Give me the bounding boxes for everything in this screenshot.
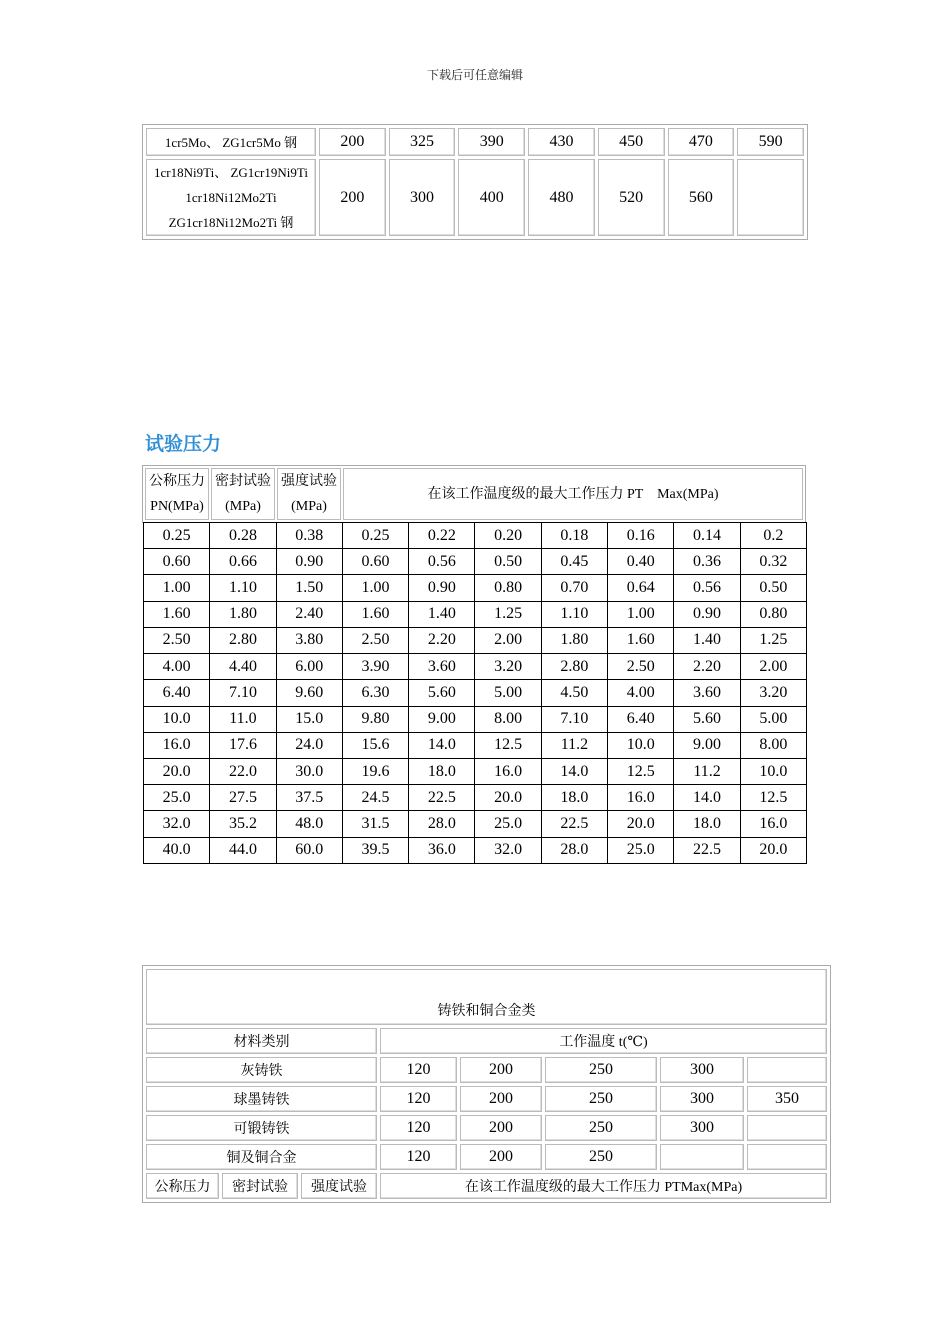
value-cell: 120 xyxy=(380,1115,457,1141)
table-cell: 44.0 xyxy=(210,837,276,863)
material-name: 可锻铸铁 xyxy=(146,1115,377,1141)
footer-seal-test: 密封试验 xyxy=(222,1173,298,1199)
value-cell: 250 xyxy=(545,1086,657,1112)
value-cell: 350 xyxy=(747,1086,827,1112)
table-cell: 40.0 xyxy=(144,837,210,863)
value-cell: 200 xyxy=(460,1057,542,1083)
table-cell: 5.60 xyxy=(674,706,740,732)
value-cell: 250 xyxy=(545,1057,657,1083)
table-cell: 22.5 xyxy=(409,785,475,811)
table-cell: 16.0 xyxy=(144,732,210,758)
table-cell: 0.38 xyxy=(276,523,342,549)
table-cell: 0.90 xyxy=(276,549,342,575)
table-cell: 0.20 xyxy=(475,523,541,549)
table-row xyxy=(146,1115,827,1141)
table-cell: 3.20 xyxy=(475,654,541,680)
value-cell xyxy=(737,159,804,236)
value-cell xyxy=(747,1144,827,1170)
material-line: 1cr18Ni12Mo2Ti xyxy=(185,190,277,205)
table-cell: 28.0 xyxy=(541,837,607,863)
table-cell: 25.0 xyxy=(608,837,674,863)
value-cell: 250 xyxy=(545,1115,657,1141)
value-cell: 480 xyxy=(528,159,595,236)
table-cell: 3.60 xyxy=(674,680,740,706)
table-cell: 24.5 xyxy=(342,785,408,811)
table-cell: 4.50 xyxy=(541,680,607,706)
value-cell: 560 xyxy=(668,159,735,236)
table-cell: 2.50 xyxy=(608,654,674,680)
table-cell: 0.64 xyxy=(608,575,674,601)
table-cell: 1.00 xyxy=(342,575,408,601)
table-cell: 6.40 xyxy=(144,680,210,706)
value-cell: 200 xyxy=(460,1144,542,1170)
table-cell: 14.0 xyxy=(674,785,740,811)
table-cell: 12.5 xyxy=(475,732,541,758)
table-cell: 0.80 xyxy=(740,601,806,627)
pressure-table xyxy=(143,522,807,864)
table-cell: 48.0 xyxy=(276,811,342,837)
table-cell: 10.0 xyxy=(740,758,806,784)
table-cell: 1.50 xyxy=(276,575,342,601)
value-cell: 450 xyxy=(598,128,665,156)
table-cell: 32.0 xyxy=(475,837,541,863)
footer-max-pressure: 在该工作温度级的最大工作压力 PTMax(MPa) xyxy=(380,1173,827,1199)
table-cell: 18.0 xyxy=(674,811,740,837)
table-cell: 0.32 xyxy=(740,549,806,575)
table-row xyxy=(146,1144,827,1170)
table-cell: 36.0 xyxy=(409,837,475,863)
table-cell: 5.00 xyxy=(475,680,541,706)
table-title: 铸铁和铜合金类 xyxy=(146,969,827,1025)
table-cell: 20.0 xyxy=(608,811,674,837)
table-cell: 30.0 xyxy=(276,758,342,784)
material-line: ZG1cr18Ni12Mo2Ti 钢 xyxy=(168,215,294,230)
table-cell: 0.90 xyxy=(409,575,475,601)
table-cell: 2.50 xyxy=(342,627,408,653)
table-row xyxy=(144,732,807,758)
table-cell: 0.56 xyxy=(409,549,475,575)
table-cell: 0.45 xyxy=(541,549,607,575)
value-cell xyxy=(747,1057,827,1083)
table-row xyxy=(144,549,807,575)
table-cell: 1.10 xyxy=(541,601,607,627)
table-cell: 0.18 xyxy=(541,523,607,549)
table-cell: 8.00 xyxy=(740,732,806,758)
header-seal-test xyxy=(211,468,275,520)
value-cell: 120 xyxy=(380,1144,457,1170)
table-row xyxy=(144,601,807,627)
table-cell: 4.40 xyxy=(210,654,276,680)
value-cell: 520 xyxy=(598,159,665,236)
table-cell: 0.28 xyxy=(210,523,276,549)
footer-strength-test: 强度试验 xyxy=(301,1173,377,1199)
table-row xyxy=(146,128,804,156)
table-cell: 4.00 xyxy=(608,680,674,706)
table-cell: 22.0 xyxy=(210,758,276,784)
material-cell: 1cr5Mo、 ZG1cr5Mo 钢 xyxy=(146,128,316,156)
table-cell: 25.0 xyxy=(144,785,210,811)
table-cell: 11.0 xyxy=(210,706,276,732)
table-cell: 3.60 xyxy=(409,654,475,680)
table-cell: 2.50 xyxy=(144,627,210,653)
table-row xyxy=(144,785,807,811)
table-cell: 10.0 xyxy=(144,706,210,732)
table-cell: 22.5 xyxy=(674,837,740,863)
table-cell: 2.40 xyxy=(276,601,342,627)
table-cell: 0.25 xyxy=(144,523,210,549)
table-cell: 37.5 xyxy=(276,785,342,811)
table-cell: 7.10 xyxy=(541,706,607,732)
table-cell: 2.00 xyxy=(740,654,806,680)
table-cell: 32.0 xyxy=(144,811,210,837)
table-cell: 1.25 xyxy=(740,627,806,653)
table-cell: 12.5 xyxy=(608,758,674,784)
table-cell: 2.20 xyxy=(409,627,475,653)
value-cell: 590 xyxy=(737,128,804,156)
table-cell: 0.22 xyxy=(409,523,475,549)
table-row xyxy=(144,758,807,784)
table-cell: 4.00 xyxy=(144,654,210,680)
value-cell: 300 xyxy=(660,1086,744,1112)
material-line: 1cr18Ni9Ti、 ZG1cr19Ni9Ti xyxy=(154,165,308,180)
header-line: (MPa) xyxy=(291,499,327,514)
table-cell: 39.5 xyxy=(342,837,408,863)
table-cell: 2.20 xyxy=(674,654,740,680)
table-cell: 0.40 xyxy=(608,549,674,575)
table-cell: 0.90 xyxy=(674,601,740,627)
material-temperature-table xyxy=(142,124,808,240)
material-name: 铜及铜合金 xyxy=(146,1144,377,1170)
table-row xyxy=(144,837,807,863)
section-title: 试验压力 xyxy=(145,433,222,455)
table-cell: 11.2 xyxy=(674,758,740,784)
table-cell: 16.0 xyxy=(740,811,806,837)
table-cell: 0.70 xyxy=(541,575,607,601)
table-cell: 0.2 xyxy=(740,523,806,549)
value-cell: 325 xyxy=(389,128,456,156)
table-cell: 1.60 xyxy=(342,601,408,627)
table-row xyxy=(144,575,807,601)
table-cell: 5.60 xyxy=(409,680,475,706)
value-cell: 200 xyxy=(319,128,386,156)
table-cell: 1.00 xyxy=(144,575,210,601)
table-cell: 20.0 xyxy=(144,758,210,784)
table-cell: 17.6 xyxy=(210,732,276,758)
table-cell: 10.0 xyxy=(608,732,674,758)
table-row xyxy=(146,1173,827,1199)
table-cell: 1.10 xyxy=(210,575,276,601)
table-row xyxy=(144,627,807,653)
table-cell: 0.80 xyxy=(475,575,541,601)
table-cell: 0.36 xyxy=(674,549,740,575)
value-cell: 470 xyxy=(668,128,735,156)
value-cell: 300 xyxy=(660,1057,744,1083)
table-cell: 0.66 xyxy=(210,549,276,575)
table-row xyxy=(144,706,807,732)
table-cell: 2.00 xyxy=(475,627,541,653)
table-cell: 3.90 xyxy=(342,654,408,680)
table-cell: 19.6 xyxy=(342,758,408,784)
table-cell: 18.0 xyxy=(541,785,607,811)
value-cell: 300 xyxy=(660,1115,744,1141)
table-cell: 1.60 xyxy=(144,601,210,627)
table-cell: 6.00 xyxy=(276,654,342,680)
value-cell: 200 xyxy=(460,1086,542,1112)
table-row xyxy=(144,523,807,549)
table-row xyxy=(146,159,804,236)
header-max-pressure: 在该工作温度级的最大工作压力 PT Max(MPa) xyxy=(343,468,803,520)
table-cell: 0.16 xyxy=(608,523,674,549)
table-cell: 1.80 xyxy=(210,601,276,627)
table-cell: 12.5 xyxy=(740,785,806,811)
temperature-header: 工作温度 t(℃) xyxy=(380,1028,827,1054)
header-line: 强度试验 xyxy=(281,474,337,489)
table-cell: 1.40 xyxy=(674,627,740,653)
table-cell: 22.5 xyxy=(541,811,607,837)
table-cell: 2.80 xyxy=(541,654,607,680)
table-cell: 25.0 xyxy=(475,811,541,837)
material-cell xyxy=(146,159,316,236)
table-cell: 0.14 xyxy=(674,523,740,549)
table-cell: 0.25 xyxy=(342,523,408,549)
table-cell: 28.0 xyxy=(409,811,475,837)
table-cell: 5.00 xyxy=(740,706,806,732)
table-row xyxy=(146,1057,827,1083)
page-header-note: 下载后可任意编辑 xyxy=(426,68,523,82)
table-cell: 1.00 xyxy=(608,601,674,627)
table-cell: 14.0 xyxy=(409,732,475,758)
table-row xyxy=(144,654,807,680)
table-cell: 24.0 xyxy=(276,732,342,758)
table-cell: 14.0 xyxy=(541,758,607,784)
table-cell: 15.0 xyxy=(276,706,342,732)
material-header: 材料类别 xyxy=(146,1028,377,1054)
header-line: 密封试验 xyxy=(215,474,271,489)
table-cell: 0.60 xyxy=(342,549,408,575)
table-cell: 11.2 xyxy=(541,732,607,758)
value-cell: 250 xyxy=(545,1144,657,1170)
value-cell: 200 xyxy=(460,1115,542,1141)
table-cell: 16.0 xyxy=(608,785,674,811)
table-cell: 20.0 xyxy=(475,785,541,811)
pressure-table-header xyxy=(142,465,806,523)
table-cell: 1.60 xyxy=(608,627,674,653)
table-cell: 2.80 xyxy=(210,627,276,653)
table-cell: 3.80 xyxy=(276,627,342,653)
table-cell: 1.25 xyxy=(475,601,541,627)
value-cell: 390 xyxy=(458,128,525,156)
table-cell: 15.6 xyxy=(342,732,408,758)
table-cell: 0.56 xyxy=(674,575,740,601)
table-cell: 27.5 xyxy=(210,785,276,811)
table-cell: 9.00 xyxy=(674,732,740,758)
table-row xyxy=(146,1086,827,1112)
value-cell xyxy=(660,1144,744,1170)
table-cell: 6.40 xyxy=(608,706,674,732)
table-cell: 9.00 xyxy=(409,706,475,732)
value-cell: 400 xyxy=(458,159,525,236)
table-cell: 31.5 xyxy=(342,811,408,837)
table-row xyxy=(146,969,827,1025)
table-cell: 7.10 xyxy=(210,680,276,706)
table-cell: 3.20 xyxy=(740,680,806,706)
cast-iron-copper-table xyxy=(142,965,831,1203)
header-pn xyxy=(145,468,209,520)
table-row xyxy=(144,811,807,837)
table-cell: 6.30 xyxy=(342,680,408,706)
table-row xyxy=(144,680,807,706)
value-cell xyxy=(747,1115,827,1141)
value-cell: 120 xyxy=(380,1086,457,1112)
header-line: (MPa) xyxy=(225,499,261,514)
table-cell: 9.80 xyxy=(342,706,408,732)
table-cell: 1.80 xyxy=(541,627,607,653)
material-name: 灰铸铁 xyxy=(146,1057,377,1083)
table-cell: 9.60 xyxy=(276,680,342,706)
header-line: PN(MPa) xyxy=(150,499,204,514)
table-cell: 0.50 xyxy=(475,549,541,575)
value-cell: 300 xyxy=(389,159,456,236)
table-cell: 20.0 xyxy=(740,837,806,863)
value-cell: 430 xyxy=(528,128,595,156)
table-cell: 1.40 xyxy=(409,601,475,627)
footer-pn: 公称压力 xyxy=(146,1173,219,1199)
table-cell: 0.60 xyxy=(144,549,210,575)
table-cell: 16.0 xyxy=(475,758,541,784)
material-name: 球墨铸铁 xyxy=(146,1086,377,1112)
header-line: 公称压力 xyxy=(149,474,205,489)
header-strength-test xyxy=(277,468,341,520)
table-row xyxy=(146,1028,827,1054)
value-cell: 120 xyxy=(380,1057,457,1083)
table-cell: 18.0 xyxy=(409,758,475,784)
table-cell: 0.50 xyxy=(740,575,806,601)
table-cell: 8.00 xyxy=(475,706,541,732)
value-cell: 200 xyxy=(319,159,386,236)
table-cell: 35.2 xyxy=(210,811,276,837)
table-cell: 60.0 xyxy=(276,837,342,863)
